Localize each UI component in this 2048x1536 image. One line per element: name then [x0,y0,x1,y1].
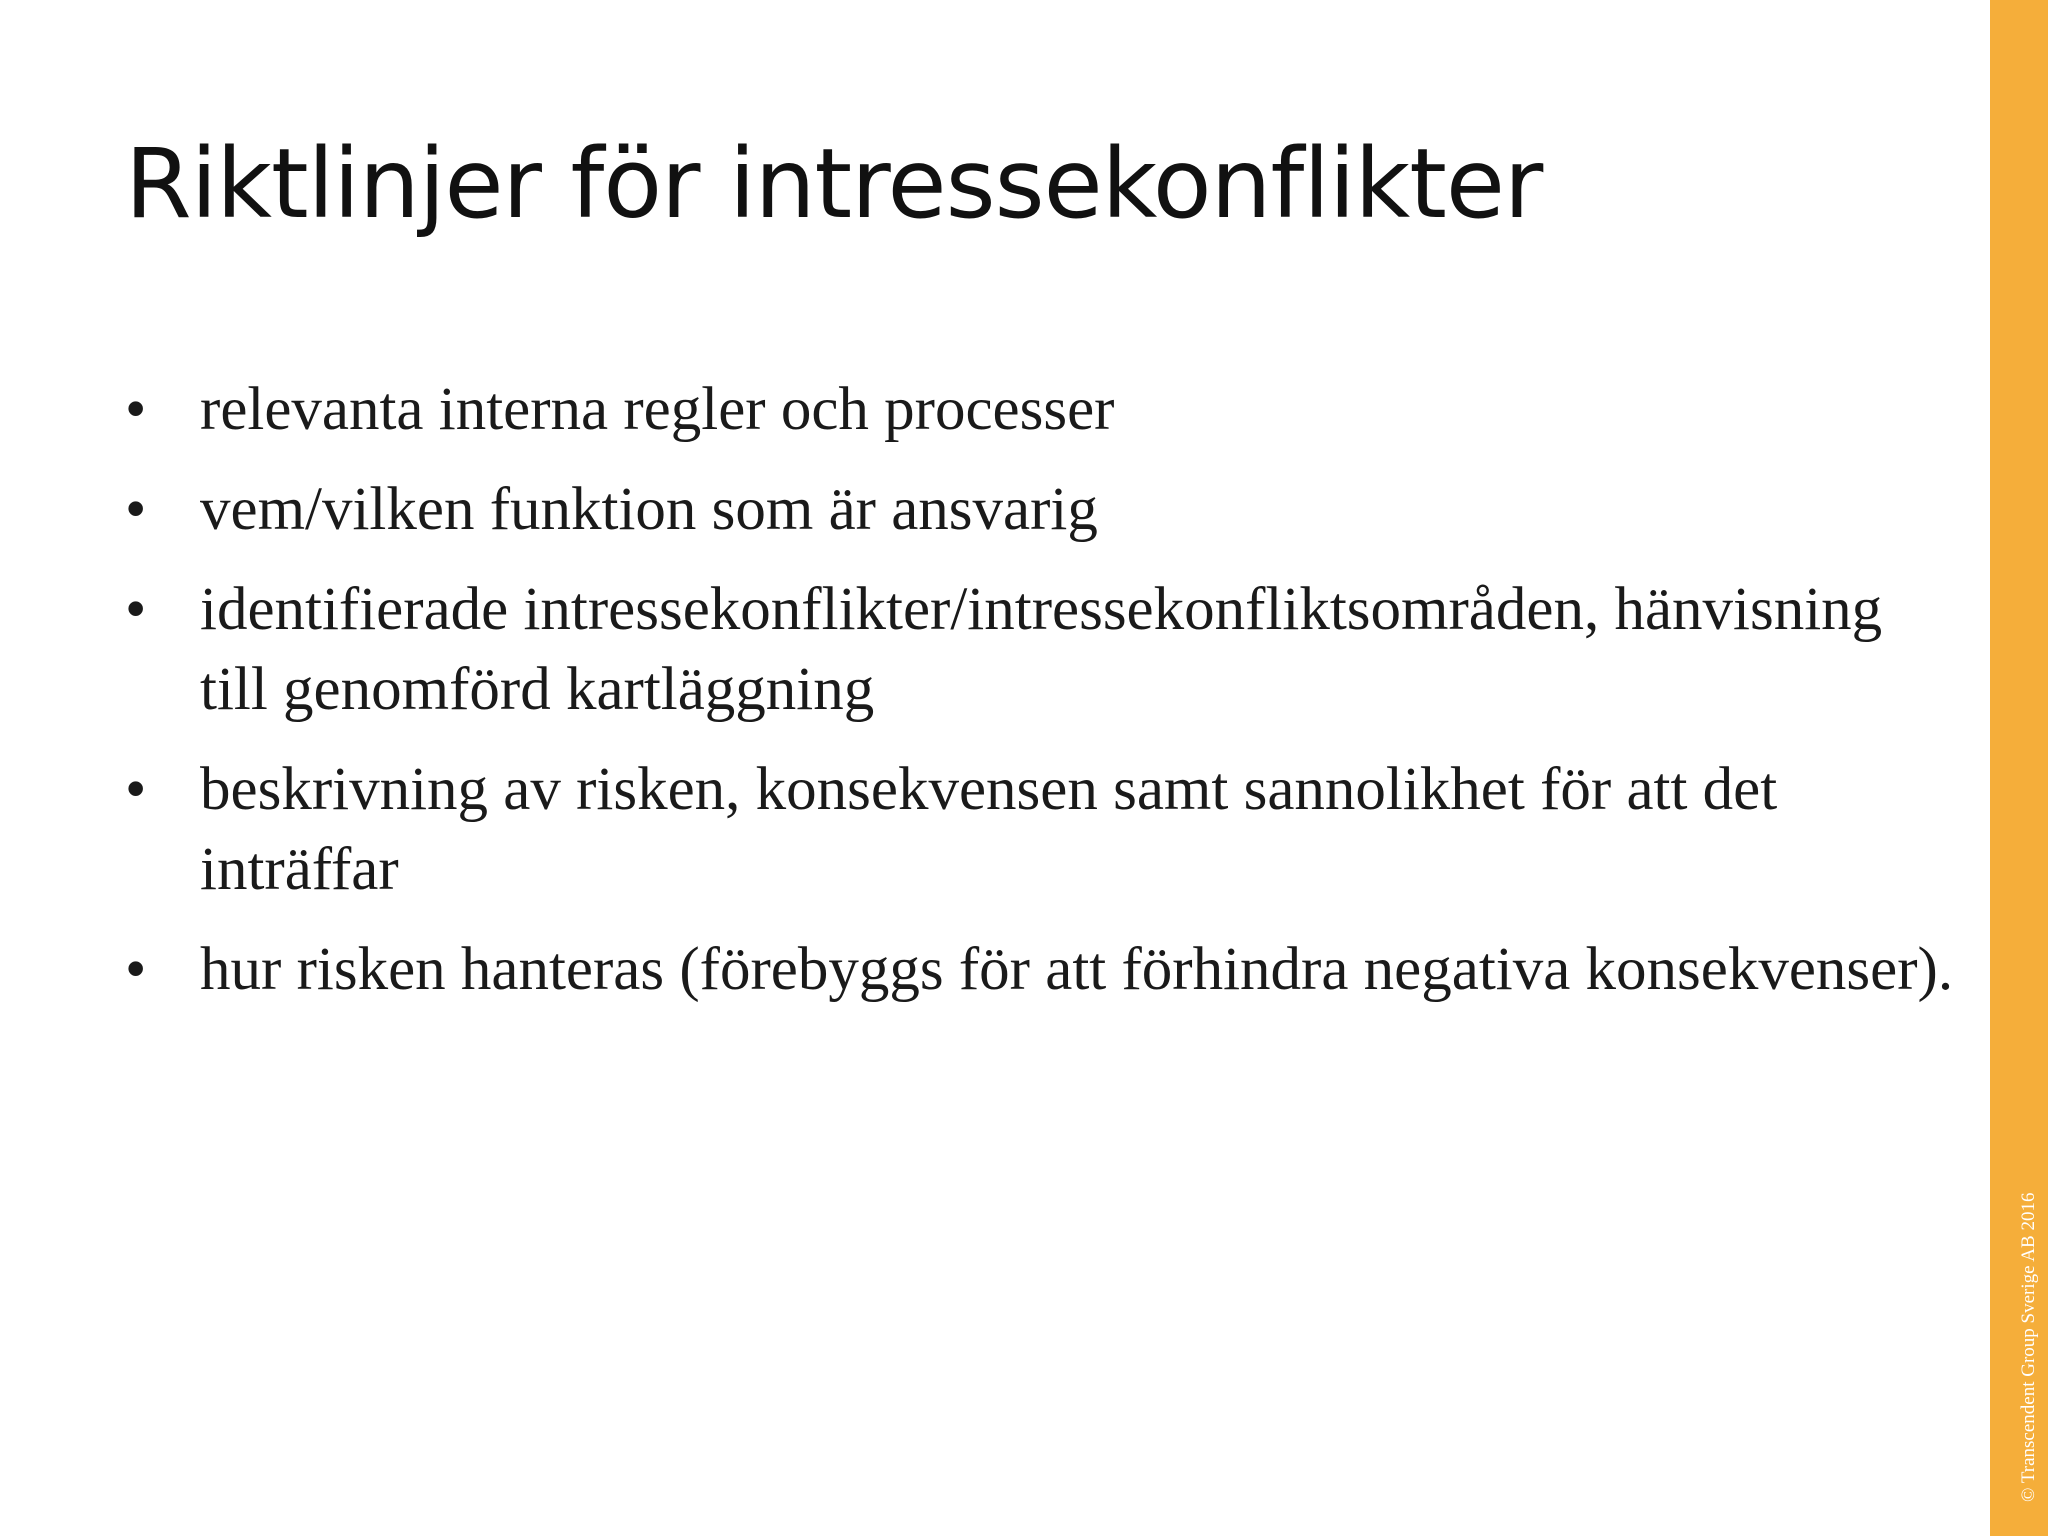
bullet-item [125,750,1955,910]
bullet-item [125,930,1955,1010]
bullet-text: beskrivning av risken, konsekvensen samt sannolikhet för att det inträffar [200,756,1778,903]
bullet-item [125,370,1955,450]
bullet-text: vem/vilken funktion som är ansvarig [200,476,1098,543]
bullet-icon: • [125,576,147,643]
bullet-text: hur risken hanteras (förebyggs för att förhindra negativa konsekvenser). [200,936,1954,1003]
bullet-icon: • [125,756,147,823]
bullet-item [125,470,1955,550]
slide-title: Riktlinjer för intressekonflikter [125,128,1543,240]
bullet-item [125,570,1955,730]
bullet-icon: • [125,476,147,543]
bullet-icon: • [125,376,147,443]
bullet-text: relevanta interna regler och processer [200,376,1115,443]
bullet-icon: • [125,936,147,1003]
bullet-text: identifierade intressekonflikter/intressekonfliktsområden, hänvisning till genomförd kartläggning [200,576,1883,723]
bullet-list [125,370,1955,1030]
copyright-notice: © Transcendent Group Sverige AB 2016 [2018,1192,2039,1502]
